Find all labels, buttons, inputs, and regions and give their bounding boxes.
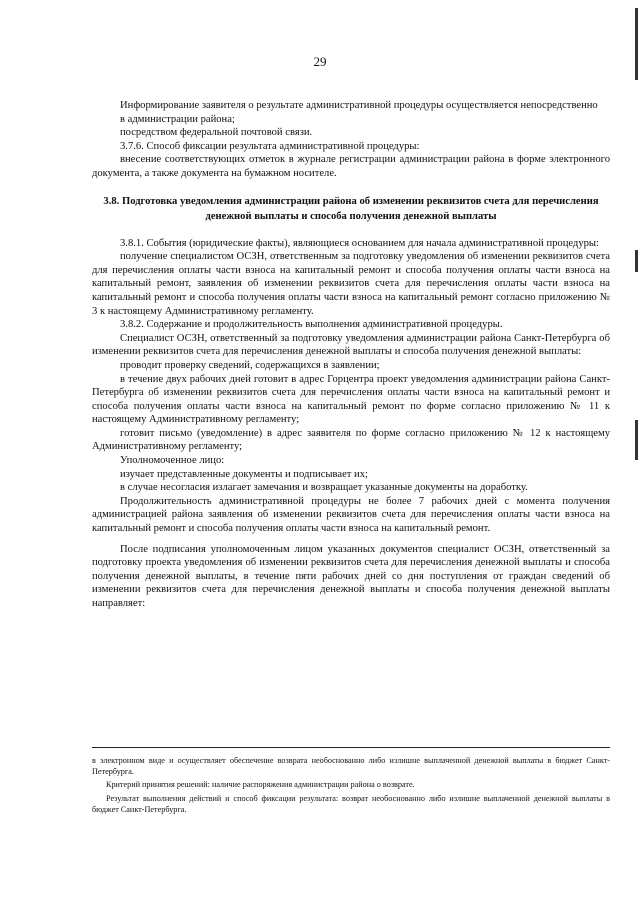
- paragraph: Специалист ОСЗН, ответственный за подготовку уведомления администрации района Санкт-Петербурга об изменении реквизитов счета для перечисления денежной выплаты и способа получения денежной выплаты:: [92, 332, 610, 358]
- paragraph: внесение соответствующих отметок в журнале регистрации администрации района в форме электронного документа, а также документа на бумажном носителе.: [92, 154, 610, 179]
- list-item: проводит проверку сведений, содержащихся в заявлении;: [120, 359, 380, 371]
- paragraph: 3.8.2. Содержание и продолжительность выполнения административной процедуры.: [120, 319, 503, 331]
- footnote-text: в электронном виде и осуществляет обеспечение возврата необоснованно либо излишне выплаченной денежной выплаты в бюджет Санкт-Петербурга.: [92, 756, 610, 777]
- paragraph: 3.7.6. Способ фиксации результата административной процедуры:: [120, 140, 420, 152]
- footnote-block: [92, 755, 610, 817]
- scan-edge-mark: [635, 8, 638, 80]
- list-item: готовит письмо (уведомление) в адрес заявителя по форме согласно приложению № 12 к настоящему Административному регламенту;: [92, 427, 610, 453]
- paragraph: Продолжительность административной процедуры не более 7 рабочих дней с момента получения администрацией района заявления об изменении реквизитов счета для перечисления оплаты части взноса на капитальный ремонт и способа получения оплаты части взноса на капитальный ремонт.: [92, 495, 610, 535]
- list-item: в администрации района;: [120, 113, 235, 125]
- scan-edge-mark: [635, 250, 638, 272]
- list-item: посредством федеральной почтовой связи.: [120, 127, 313, 139]
- page-number: 29: [313, 54, 327, 69]
- paragraph: 3.8.1. События (юридические факты), являющиеся основанием для начала административной процедуры:: [120, 237, 599, 249]
- paragraph: После подписания уполномоченным лицом указанных документов специалист ОСЗН, ответственный за подготовку проекта уведомления об изменении реквизитов счета для перечисления денежной выплаты и способа получения денежной выплаты, в течение пяти рабочих дней со дня поступления от граждан сведений об изменении реквизитов счета для перечисления денежной выплаты и способа получения денежной выплаты направляет:: [92, 543, 610, 609]
- footnote-text: Критерий принятия решений: наличие распоряжения администрации района о возврате.: [106, 780, 415, 790]
- scan-edge-mark: [635, 420, 638, 460]
- list-item: в случае несогласия излагает замечания и возвращает указанные документы на доработку.: [120, 482, 528, 494]
- list-item: изучает представленные документы и подписывает их;: [120, 468, 368, 480]
- list-item: в течение двух рабочих дней готовит в адрес Горцентра проект уведомления администрации района Санкт-Петербурга об изменении реквизитов счета для перечисления оплаты части взноса на капитальный ремонт и способа получения оплаты части взноса на капитальный ремонт по форме согласно приложению № 11 к настоящему Административному регламенту;: [92, 373, 610, 426]
- paragraph: получение специалистом ОСЗН, ответственным за подготовку уведомления об изменении реквизитов счета для перечисления оплаты части взноса на капитальный ремонт и способа получения оплаты части взноса на капитальный ремонт, заявления об изменении реквизитов счета для перечисления оплаты части взноса на капитальный ремонт и способа получения оплаты части взноса на капитальный ремонт согласно приложению № 3 к настоящему Административному регламенту.: [92, 251, 610, 317]
- document-body: [92, 99, 610, 611]
- footnote-divider: [92, 747, 610, 748]
- paragraph: Информирование заявителя о результате административной процедуры осуществляется непосредственно: [120, 100, 598, 111]
- section-heading: 3.8. Подготовка уведомления администрации района об изменении реквизитов счета для перечисления денежной выплаты и способа получения денежной выплаты: [103, 195, 599, 222]
- footnote-text: Результат выполнения действий и способ фиксации результата: возврат необоснованно либо излишне выплаченной денежной выплаты в бюджет Санкт-Петербурга.: [92, 793, 610, 814]
- paragraph: Уполномоченное лицо:: [120, 455, 225, 467]
